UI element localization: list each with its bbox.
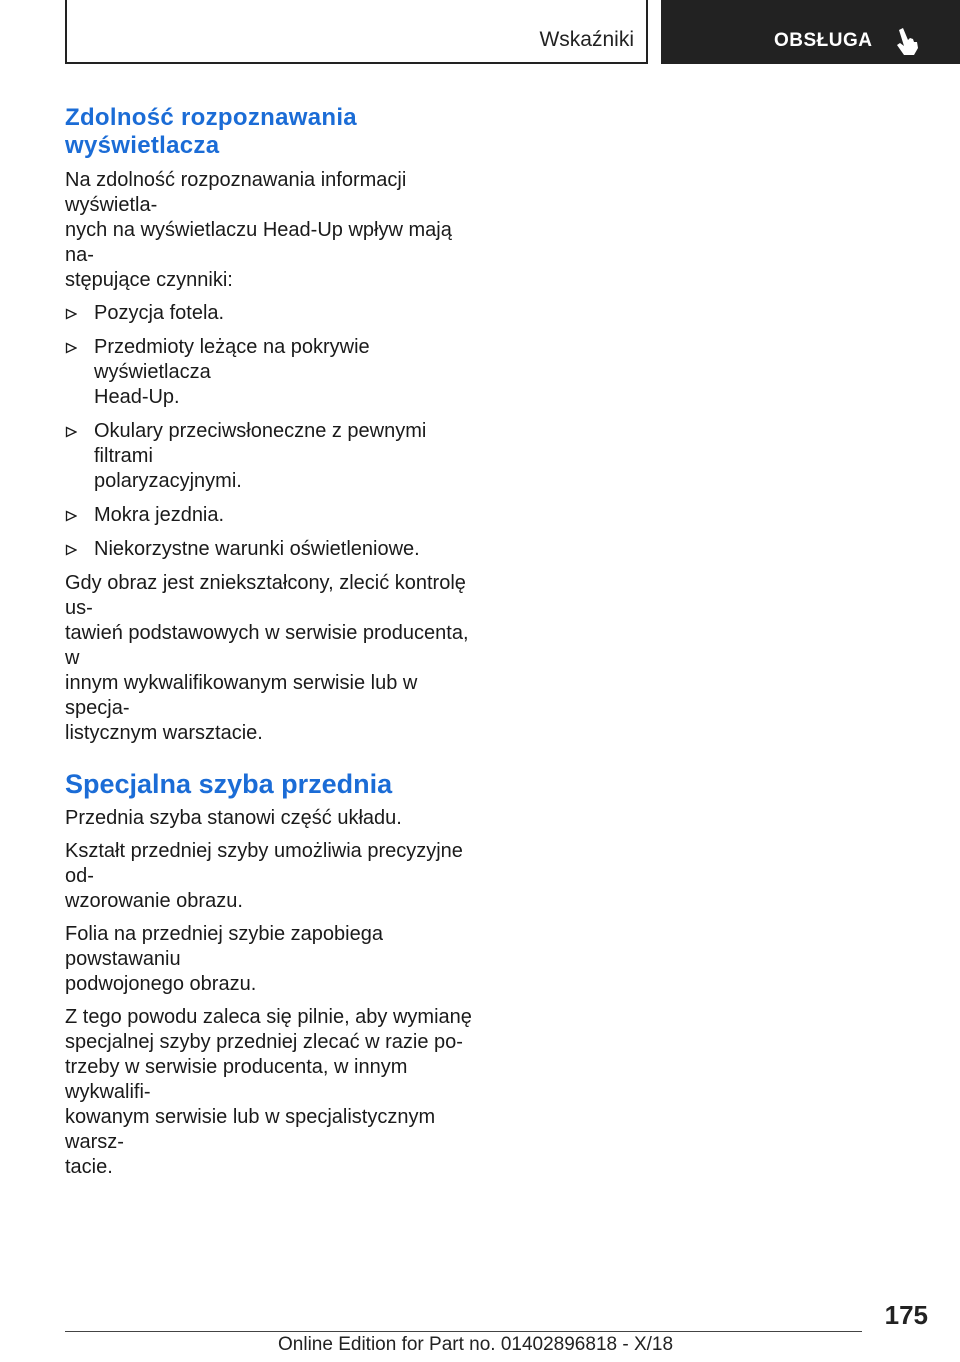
text-line: Z tego powodu zaleca się pilnie, aby wymianę [65, 1006, 472, 1028]
text-line: trzeby w serwisie producenta, w innym wykwalifi‐ [65, 1056, 408, 1103]
text-line: listycznym warsztacie. [65, 722, 263, 744]
body-paragraph [65, 806, 485, 831]
list-item [65, 335, 485, 410]
text-line: Przednia szyba stanowi część układu. [65, 807, 402, 829]
triangle-bullet-icon [65, 510, 77, 522]
text-line: Okulary przeciwsłoneczne z pewnymi filtrami [94, 420, 427, 467]
text-line: innym wykwalifikowanym serwisie lub w specja‐ [65, 672, 418, 719]
intro-paragraph [65, 168, 485, 293]
text-line: Mokra jezdnia. [94, 504, 225, 526]
header-chapter-box [661, 0, 960, 64]
text-line: podwojonego obrazu. [65, 973, 257, 995]
text-line: wzorowanie obrazu. [65, 890, 243, 912]
text-line: Head-Up. [94, 386, 180, 408]
text-line: specjalnej szyby przedniej zlecać w razie po‐ [65, 1031, 463, 1053]
page-number: 175 [884, 1300, 928, 1330]
triangle-bullet-icon [65, 426, 77, 438]
subheading-line: wyświetlacza [65, 132, 220, 159]
text-line: kowanym serwisie lub w specjalistycznym warsz‐ [65, 1106, 436, 1153]
subheading [65, 104, 485, 160]
chapter-name: OBSŁUGA [774, 30, 873, 51]
distortion-paragraph [65, 571, 485, 746]
list-item [65, 537, 485, 562]
triangle-bullet-icon [65, 342, 77, 354]
page-content [65, 104, 485, 1188]
list-item [65, 419, 485, 494]
body-paragraph [65, 1005, 485, 1180]
text-line: polaryzacyjnymi. [94, 470, 242, 492]
section-name: Wskaźniki [539, 28, 634, 51]
header-section-box [65, 0, 648, 64]
text-line: Przedmioty leżące na pokrywie wyświetlacza [94, 336, 370, 383]
text-line: Folia na przedniej szybie zapobiega powstawaniu [65, 923, 383, 970]
pointing-hand-icon [893, 26, 921, 56]
text-line: Na zdolność rozpoznawania informacji wyświetla‐ [65, 169, 407, 216]
text-line: nych na wyświetlaczu Head-Up wpływ mają na‐ [65, 219, 452, 266]
footer-divider [65, 1331, 862, 1332]
text-line: tacie. [65, 1156, 113, 1178]
body-paragraph [65, 839, 485, 914]
list-item [65, 301, 485, 326]
section-heading: Specjalna szyba przednia [65, 769, 393, 799]
text-line: Niekorzystne warunki oświetleniowe. [94, 538, 420, 560]
footer-edition-text: Online Edition for Part no. 01402896818 - X/18 [278, 1334, 674, 1355]
text-line: tawień podstawowych w serwisie producenta, w [65, 622, 469, 669]
triangle-bullet-icon [65, 544, 77, 556]
triangle-bullet-icon [65, 308, 77, 320]
subheading-line: Zdolność rozpoznawania [65, 104, 357, 131]
text-line: Kształt przedniej szyby umożliwia precyzyjne od‐ [65, 840, 463, 887]
text-line: stępujące czynniki: [65, 269, 233, 291]
text-line: Pozycja fotela. [94, 302, 225, 324]
list-item [65, 503, 485, 528]
text-line: Gdy obraz jest zniekształcony, zlecić kontrolę us‐ [65, 572, 466, 619]
body-paragraph [65, 922, 485, 997]
factor-list [65, 301, 485, 562]
